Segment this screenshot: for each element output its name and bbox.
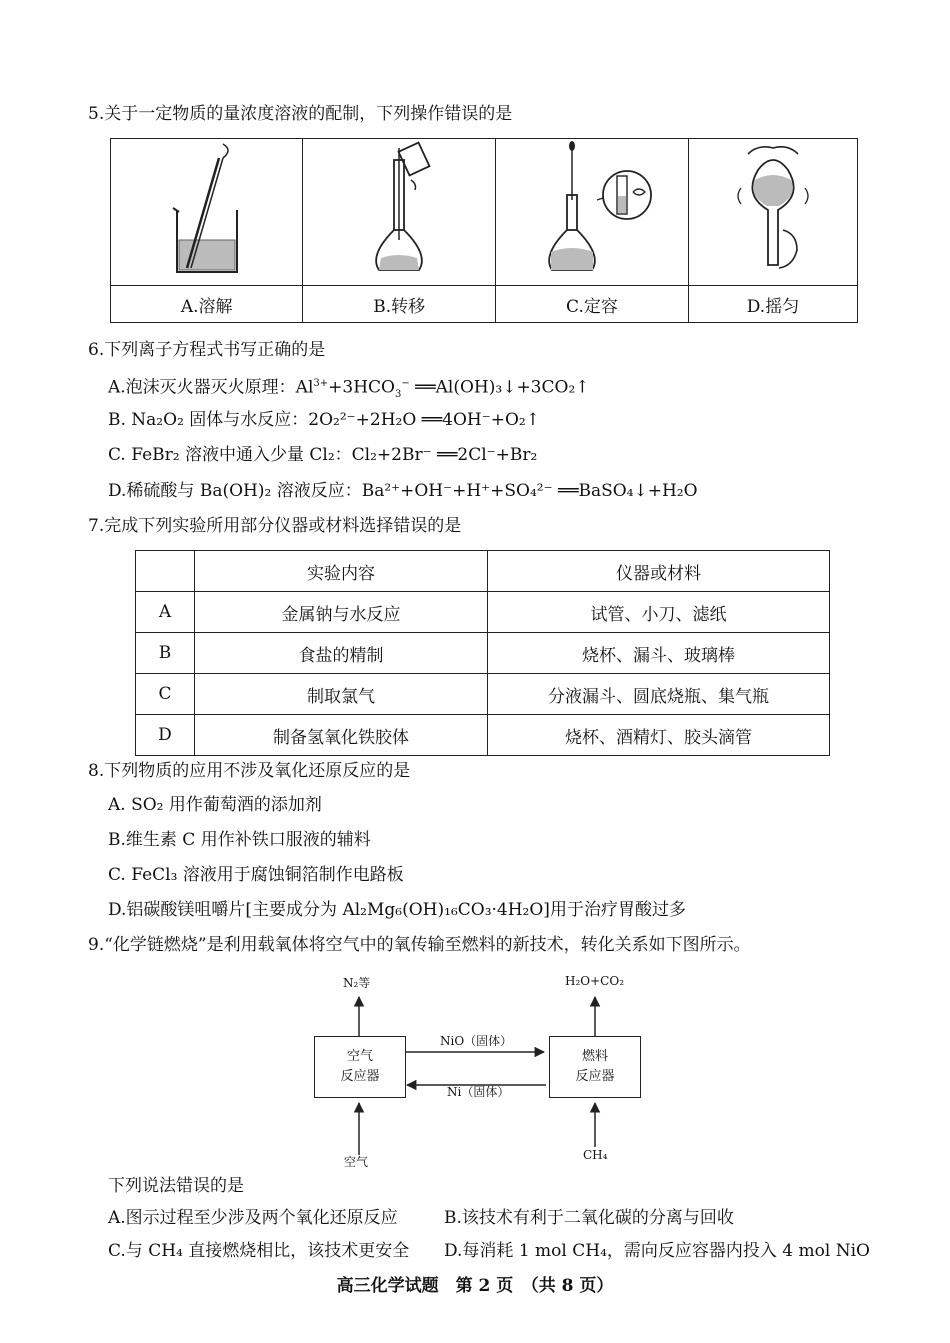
- q7-row-a-letter: A: [136, 592, 195, 633]
- q5-stem: 5.关于一定物质的量浓度溶液的配制，下列操作错误的是: [88, 104, 513, 124]
- q7-row-c-letter: C: [136, 674, 195, 715]
- q9-stem: 9.“化学链燃烧”是利用载氧体将空气中的氧传输至燃料的新技术，转化关系如下图所示。: [88, 935, 751, 955]
- q7-row-c-content: 制取氯气: [195, 674, 488, 715]
- table-row: [136, 633, 830, 674]
- q9-option-d: D.每消耗 1 mol CH₄，需向反应容器内投入 4 mol NiO: [444, 1241, 870, 1261]
- page-footer: 高三化学试题 第 2 页 （共 8 页）: [336, 1276, 614, 1296]
- table-row: [136, 592, 830, 633]
- q6-option-d: D.稀硫酸与 Ba(OH)₂ 溶液反应：Ba²⁺+OH⁻+H⁺+SO₄²⁻ ══BaSO₄↓+H₂O: [108, 481, 698, 501]
- ch4-input-label: CH₄: [583, 1148, 608, 1162]
- q5-label-b: B.转移: [303, 286, 495, 323]
- air-reactor-box: [314, 1036, 406, 1098]
- volumetric-shake-illustration: [689, 139, 858, 286]
- volumetric-transfer-illustration: [303, 139, 495, 286]
- q8-option-b: B.维生素 C 用作补铁口服液的辅料: [108, 830, 371, 850]
- air-reactor-line2: 反应器: [340, 1069, 380, 1084]
- q6-option-c: C. FeBr₂ 溶液中通入少量 Cl₂：Cl₂+2Br⁻ ══2Cl⁻+Br₂: [108, 445, 538, 465]
- fuel-reactor-box: [549, 1036, 641, 1098]
- q6-option-b: B. Na₂O₂ 固体与水反应：2O₂²⁻+2H₂O ══4OH⁻+O₂↑: [108, 410, 540, 430]
- q7-header-content: 实验内容: [195, 551, 488, 592]
- beaker-dissolve-illustration: [111, 139, 303, 286]
- q7-row-b-letter: B: [136, 633, 195, 674]
- q7-row-a-content: 金属钠与水反应: [195, 592, 488, 633]
- q7-row-d-content: 制备氢氧化铁胶体: [195, 715, 488, 756]
- q6-stem: 6.下列离子方程式书写正确的是: [88, 340, 326, 360]
- fuel-reactor-line1: 燃料: [581, 1049, 608, 1064]
- q5-label-d: D.摇匀: [689, 286, 858, 323]
- q7-table: [135, 550, 830, 756]
- table-row: [136, 715, 830, 756]
- nio-arrow-label: NiO（固体）: [440, 1034, 513, 1048]
- q9-option-b: B.该技术有利于二氧化碳的分离与回收: [444, 1208, 734, 1228]
- fuel-reactor-line2: 反应器: [575, 1069, 615, 1084]
- h2o-co2-output-label: H₂O+CO₂: [565, 974, 624, 988]
- table-row: [136, 674, 830, 715]
- air-reactor-line1: 空气: [346, 1049, 373, 1064]
- q9-sub-stem: 下列说法错误的是: [108, 1176, 244, 1196]
- q8-option-c: C. FeCl₃ 溶液用于腐蚀铜箔制作电路板: [108, 865, 404, 885]
- air-input-label: 空气: [344, 1155, 369, 1169]
- q9-option-c: C.与 CH₄ 直接燃烧相比，该技术更安全: [108, 1241, 410, 1261]
- q8-stem: 8.下列物质的应用不涉及氧化还原反应的是: [88, 761, 411, 781]
- q7-row-b-materials: 烧杯、漏斗、玻璃棒: [488, 633, 830, 674]
- q9-option-a: A.图示过程至少涉及两个氧化还原反应: [108, 1208, 398, 1228]
- volumetric-fill-to-mark-illustration: [495, 139, 688, 286]
- q7-row-d-letter: D: [136, 715, 195, 756]
- q5-apparatus-table: [110, 138, 858, 323]
- q5-label-a: A.溶解: [111, 286, 303, 323]
- q7-header-blank: [136, 551, 195, 592]
- n2-output-label: N₂等: [343, 976, 371, 990]
- q5-label-c: C.定容: [495, 286, 688, 323]
- q7-row-d-materials: 烧杯、酒精灯、胶头滴管: [488, 715, 830, 756]
- q8-option-a: A. SO₂ 用作葡萄酒的添加剂: [108, 795, 322, 815]
- q7-row-a-materials: 试管、小刀、滤纸: [488, 592, 830, 633]
- q7-stem: 7.完成下列实验所用部分仪器或材料选择错误的是: [88, 516, 462, 536]
- q8-option-d: D.铝碳酸镁咀嚼片[主要成分为 Al₂Mg₆(OH)₁₆CO₃·4H₂O]用于治疗胃酸过多: [108, 900, 686, 920]
- ni-arrow-label: Ni（固体）: [447, 1085, 510, 1099]
- q7-row-c-materials: 分液漏斗、圆底烧瓶、集气瓶: [488, 674, 830, 715]
- q6-option-a: A.泡沫灭火器灭火原理：$Al^{3+}+3HCO_3^-$ ══Al(OH)₃↓+3CO₂↑: [108, 377, 590, 401]
- q7-header-row: [136, 551, 830, 592]
- q7-header-materials: 仪器或材料: [488, 551, 830, 592]
- q7-row-b-content: 食盐的精制: [195, 633, 488, 674]
